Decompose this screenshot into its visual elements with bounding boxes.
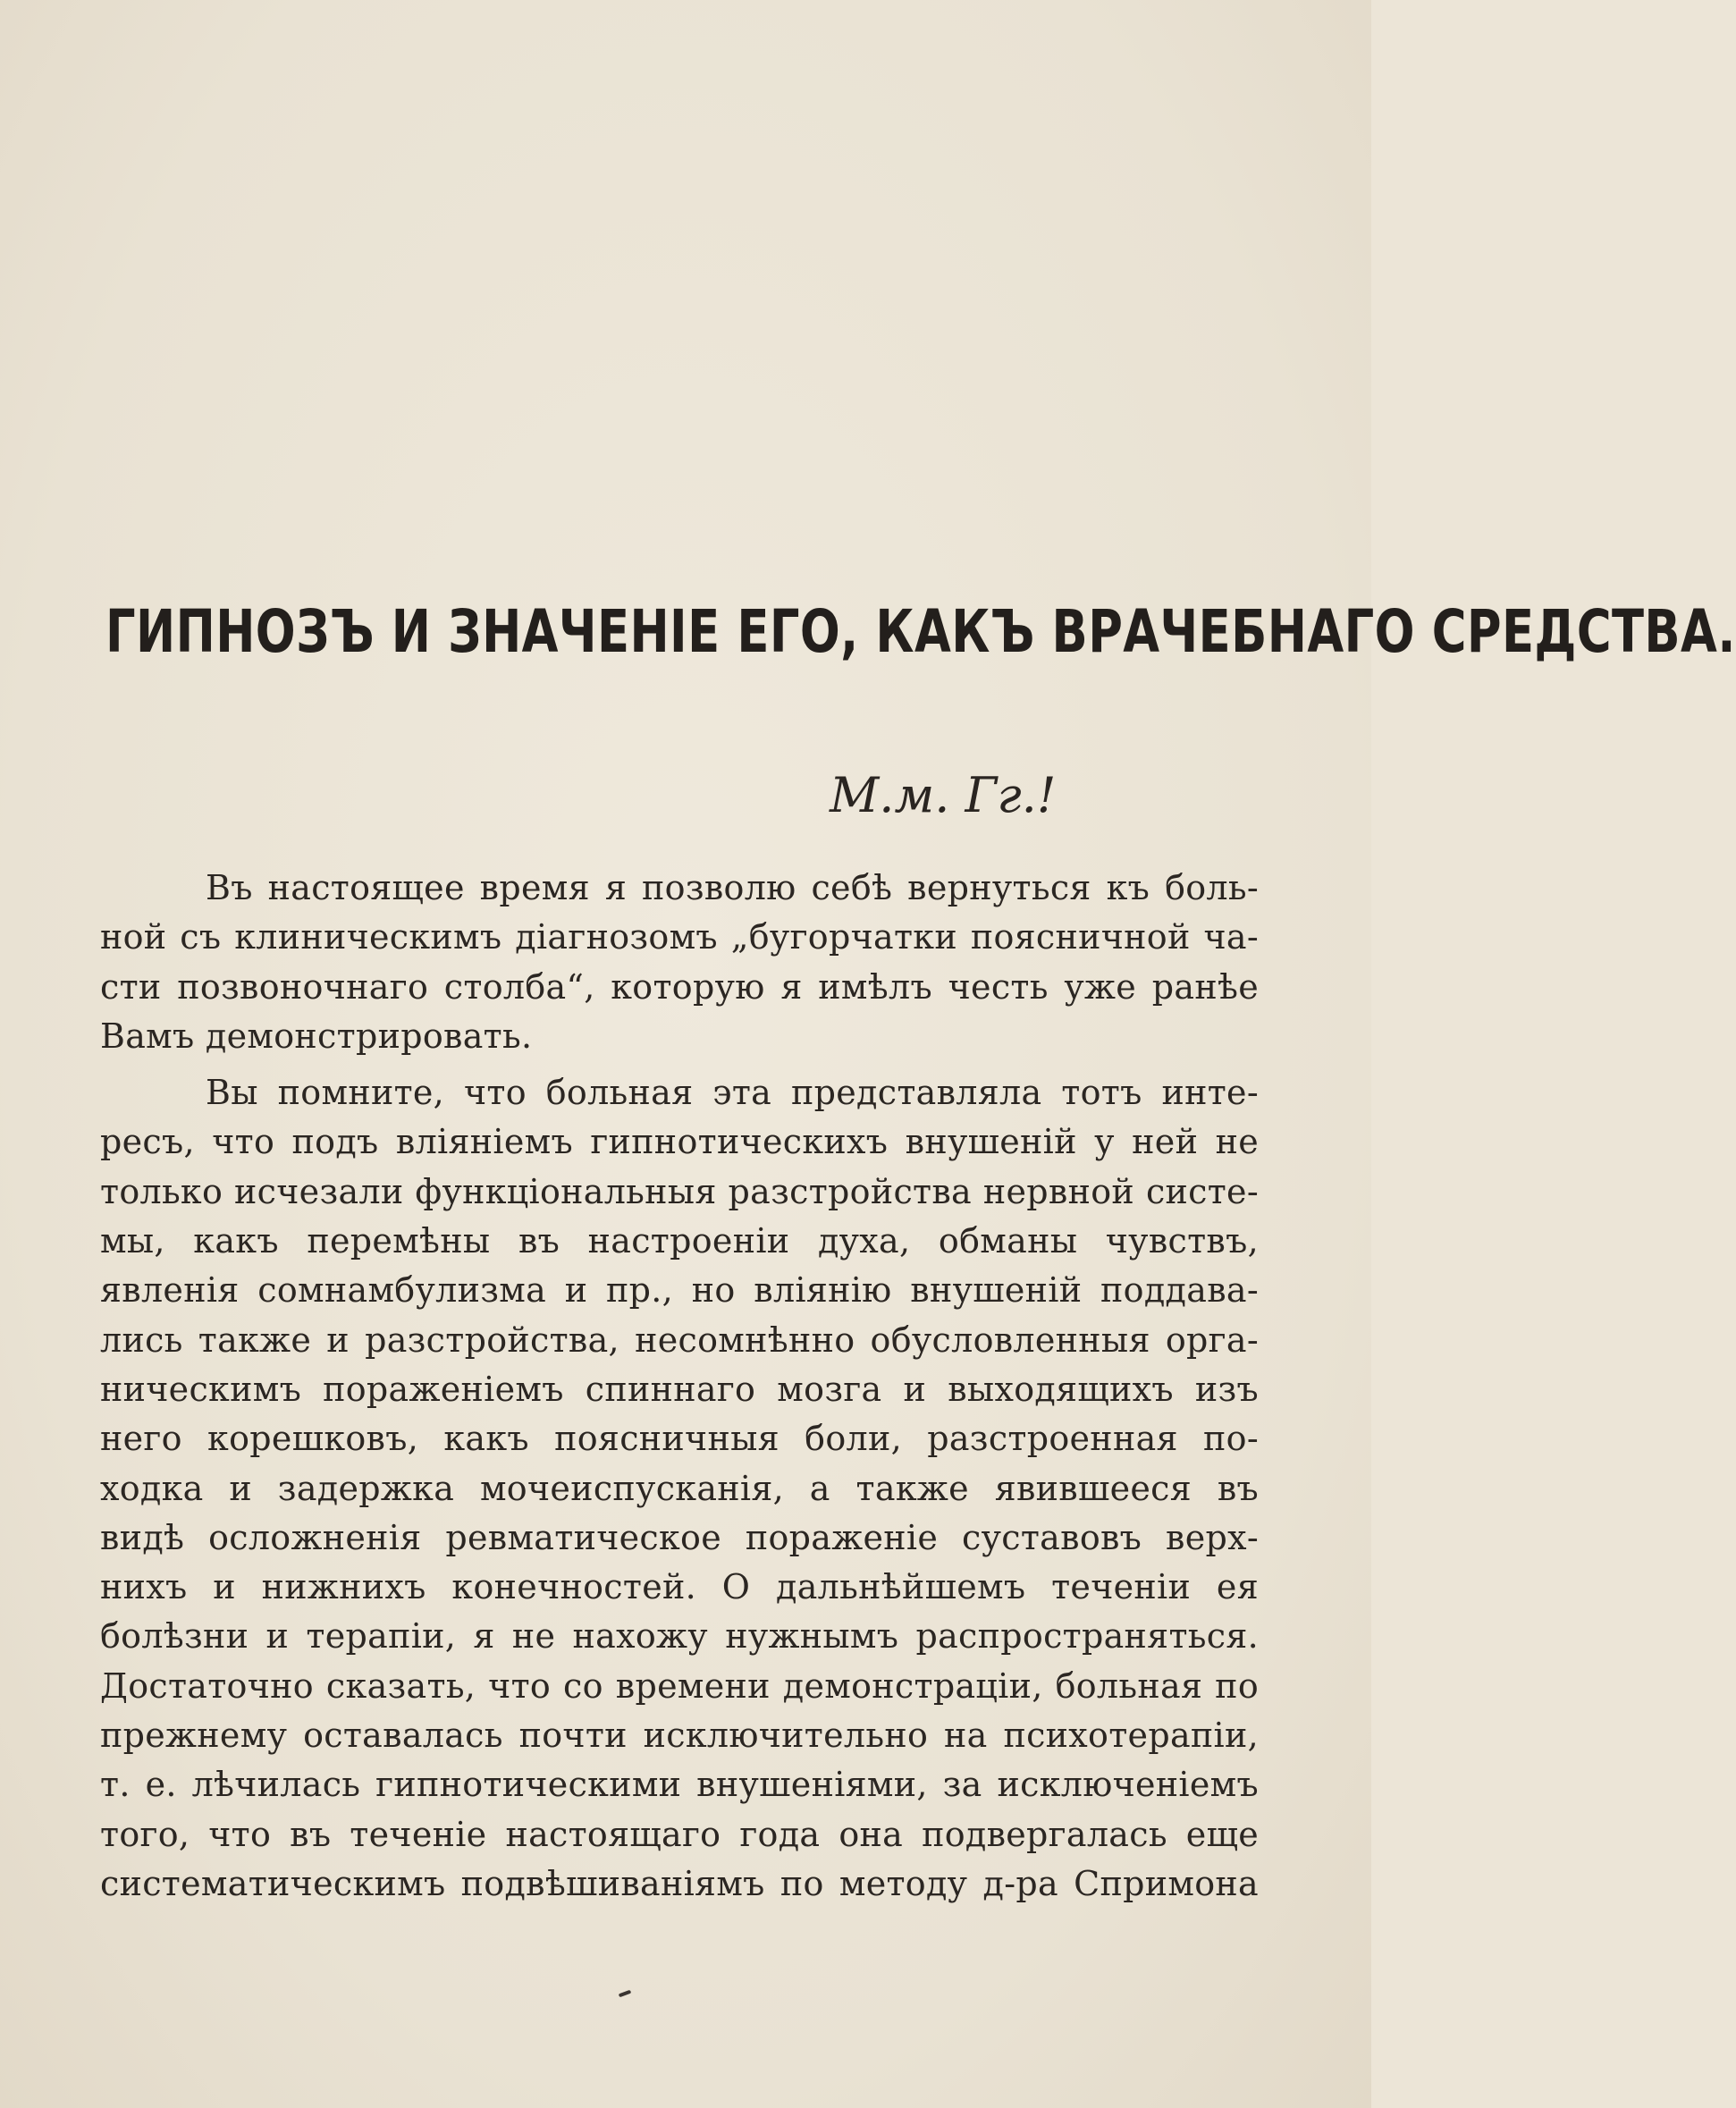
text-line: ходка и задержка мочеиспусканія, а также явившееся въ bbox=[100, 1468, 1259, 1508]
text-line: Вамъ демонстрировать. bbox=[100, 1016, 533, 1056]
text-line: мы, какъ перемѣны въ настроеніи духа, обманы чувствъ, bbox=[100, 1221, 1259, 1261]
text-line: него корешковъ, какъ поясничныя боли, разстроенная по- bbox=[100, 1419, 1259, 1459]
text-line: Вы помните, что больная эта представляла тотъ инте- bbox=[206, 1073, 1259, 1113]
text-line: нихъ и нижнихъ конечностей. О дальнѣйшемъ теченіи ея bbox=[100, 1567, 1259, 1607]
text-line: лись также и разстройства, несомнѣнно обусловленныя орга- bbox=[100, 1320, 1259, 1360]
salutation: М.м. Гг.! bbox=[830, 767, 1057, 823]
page-title: ГИПНОЗЪ И ЗНАЧЕНІЕ ЕГО, КАКЪ ВРАЧЕБНАГО СРЕДСТВА. bbox=[105, 597, 1736, 666]
body-text bbox=[100, 864, 1259, 1909]
text-line: Достаточно сказать, что со времени демонстраціи, больная по bbox=[100, 1665, 1259, 1706]
text-line: систематическимъ подвѣшиваніямъ по методу д-ра Спримона bbox=[100, 1863, 1259, 1903]
text-line: сти позвоночнаго столба“, которую я имѣлъ честь уже ранѣе bbox=[100, 966, 1259, 1007]
text-line: Въ настоящее время я позволю себѣ вернуться къ боль- bbox=[206, 868, 1259, 907]
text-line: того, что въ теченіе настоящаго года она подвергалась еще bbox=[100, 1814, 1259, 1854]
text-line: болѣзни и терапіи, я не нахожу нужнымъ распространяться. bbox=[100, 1616, 1259, 1657]
text-line: ническимъ пораженіемъ спиннаго мозга и выходящихъ изъ bbox=[100, 1369, 1259, 1409]
text-line: ресъ, что подъ вліяніемъ гипнотическихъ внушеній у ней не bbox=[100, 1122, 1259, 1162]
text-line: ной съ клиническимъ діагнозомъ „бугорчатки поясничной ча- bbox=[100, 917, 1259, 957]
text-line: только исчезали функціональныя разстройства нервной систе- bbox=[100, 1171, 1259, 1211]
text-line: видѣ осложненія ревматическое пораженіе суставовъ верх- bbox=[100, 1517, 1259, 1557]
text-line: явленія сомнамбулизма и пр., но вліянію внушеній поддава- bbox=[100, 1270, 1259, 1311]
text-line: прежнему оставалась почти исключительно на психотерапіи, bbox=[100, 1716, 1259, 1756]
text-line: т. е. лѣчилась гипнотическими внушеніями, за исключеніемъ bbox=[100, 1765, 1259, 1805]
ink-speck bbox=[619, 1990, 632, 1998]
